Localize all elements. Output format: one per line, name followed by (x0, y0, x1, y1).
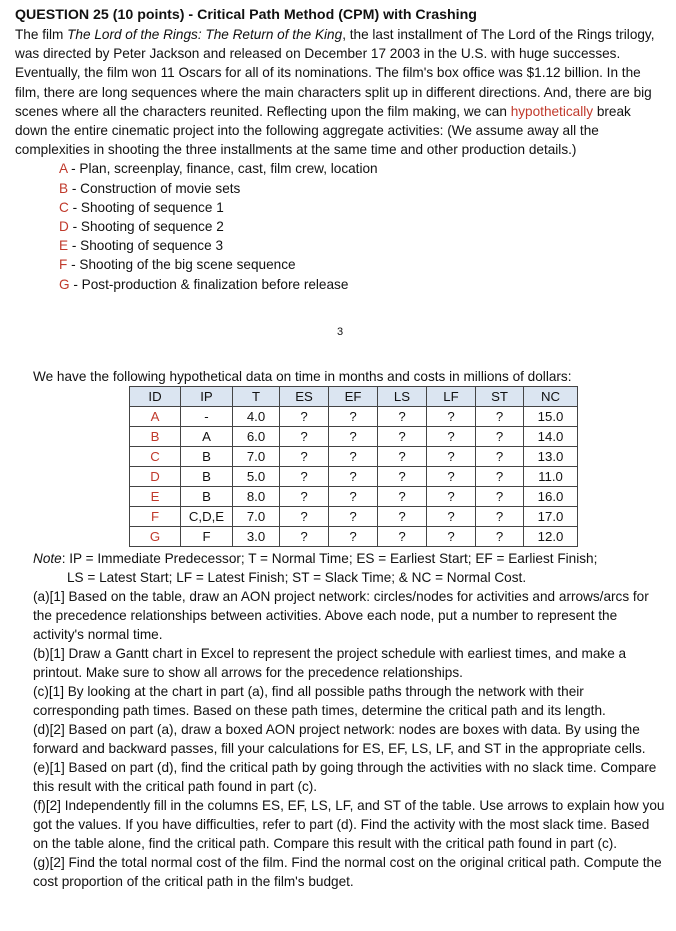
part-e: (e)[1] Based on part (d), find the critical path by going through the activities with no slack time. Compare this result with the critical path found in part (c). (33, 760, 657, 794)
table-cell-nc: 17.0 (524, 507, 578, 527)
list-item (59, 255, 665, 274)
header-ip: IP (181, 387, 233, 407)
table-cell-st: ? (476, 447, 524, 467)
table-cell-st: ? (476, 467, 524, 487)
table-cell-es: ? (280, 407, 329, 427)
table-cell-ef: ? (329, 427, 378, 447)
table-cell-ls: ? (378, 507, 427, 527)
intro-text-2: , the last installment of The Lord of the Rings trilogy, was directed by Peter Jackson and released on December 17 2003 in the U.S. with huge successes. Eventually, the film won 11 Oscars for all of its nominations. The film's box office was $1.12 billion. In the film, there are long sequences where the main characters split up in different directions. And, there are big scenes where all the characters reunited. Reflecting upon the film making, we can (15, 27, 655, 119)
table-cell-nc: 15.0 (524, 407, 578, 427)
table-cell-ls: ? (378, 407, 427, 427)
table-cell-ip: A (181, 427, 233, 447)
list-item (59, 198, 665, 217)
table-cell-id: E (130, 487, 181, 507)
table-cell-nc: 11.0 (524, 467, 578, 487)
table-cell-nc: 14.0 (524, 427, 578, 447)
table-cell-st: ? (476, 427, 524, 447)
activity-text: - Shooting of sequence 2 (68, 219, 224, 235)
activity-table (129, 386, 578, 547)
table-cell-ef: ? (329, 407, 378, 427)
intro-highlight: hypothetically (510, 103, 594, 119)
table-cell-ls: ? (378, 527, 427, 547)
table-cell-ef: ? (329, 527, 378, 547)
table-cell-t: 3.0 (233, 527, 280, 547)
header-ls: LS (378, 387, 427, 407)
table-row (130, 407, 578, 427)
table-cell-es: ? (280, 507, 329, 527)
table-cell-id: G (130, 527, 181, 547)
table-cell-ls: ? (378, 487, 427, 507)
part-b: (b)[1] Draw a Gantt chart in Excel to represent the project schedule with earliest times, and make a printout. Make sure to show all arrows for the precedence relationships. (33, 646, 627, 680)
note-label: Note (33, 551, 62, 566)
table-cell-id: A (130, 407, 181, 427)
list-item (59, 236, 665, 255)
table-cell-lf: ? (427, 487, 476, 507)
table-cell-id: F (130, 507, 181, 527)
table-cell-t: 6.0 (233, 427, 280, 447)
list-item (59, 275, 665, 294)
activity-letter: A (59, 161, 68, 177)
activity-letter: E (59, 238, 69, 254)
activity-text: - Plan, screenplay, finance, cast, film crew, location (67, 161, 378, 177)
table-cell-ef: ? (329, 487, 378, 507)
list-item (59, 159, 665, 178)
header-es: ES (280, 387, 329, 407)
table-cell-es: ? (280, 527, 329, 547)
film-title: The Lord of the Rings: The Return of the King (67, 27, 343, 42)
table-cell-st: ? (476, 407, 524, 427)
page-number: 3 (336, 326, 344, 338)
header-t: T (233, 387, 280, 407)
table-cell-t: 7.0 (233, 447, 280, 467)
table-cell-st: ? (476, 507, 524, 527)
part-f: (f)[2] Independently fill in the columns ES, EF, LS, LF, and ST of the table. Use arrows to explain how you got the values. If you have difficulties, refer to part (d). Find the activity with the most slack time. Based on the table alone, find the critical path. Compare this result with the critical path found in part (c). (33, 798, 665, 851)
table-cell-ip: B (181, 467, 233, 487)
table-cell-ip: B (181, 447, 233, 467)
table-cell-id: D (130, 467, 181, 487)
table-row (130, 427, 578, 447)
header-ef: EF (329, 387, 378, 407)
table-cell-ip: F (181, 527, 233, 547)
table-cell-ls: ? (378, 427, 427, 447)
table-cell-lf: ? (427, 467, 476, 487)
table-header-row (130, 387, 578, 407)
part-c: (c)[1] By looking at the chart in part (a), find all possible paths through the network with their corresponding path times. Based on these path times, determine the critical path and its length. (33, 684, 606, 718)
table-cell-st: ? (476, 487, 524, 507)
part-a: (a)[1] Based on the table, draw an AON project network: circles/nodes for activities and arrows/arcs for the precedence relationships between activities. Above each node, put a number to represent the activity's normal time. (33, 589, 649, 642)
list-item (59, 217, 665, 236)
question-intro (15, 25, 665, 159)
header-id: ID (130, 387, 181, 407)
table-cell-st: ? (476, 527, 524, 547)
table-cell-id: C (130, 447, 181, 467)
activity-text: - Post-production & finalization before release (69, 276, 349, 292)
part-g: (g)[2] Find the total normal cost of the film. Find the normal cost on the original critical path. Compute the cost proportion of the critical path in the film's budget. (33, 855, 662, 889)
table-cell-ef: ? (329, 447, 378, 467)
question-parts (33, 587, 665, 891)
table-row (130, 467, 578, 487)
activity-letter: C (59, 199, 69, 215)
table-row (130, 507, 578, 527)
table-cell-t: 4.0 (233, 407, 280, 427)
question-title: QUESTION 25 (10 points) - Critical Path Method (CPM) with Crashing (15, 7, 477, 23)
table-cell-ef: ? (329, 507, 378, 527)
activity-letter: D (59, 219, 69, 235)
table-row (130, 487, 578, 507)
table-cell-ip: - (181, 407, 233, 427)
table-cell-es: ? (280, 487, 329, 507)
table-cell-lf: ? (427, 527, 476, 547)
table-cell-t: 5.0 (233, 467, 280, 487)
table-cell-lf: ? (427, 407, 476, 427)
activity-letter: G (59, 276, 70, 292)
table-cell-ip: C,D,E (181, 507, 233, 527)
note-line-2: LS = Latest Start; LF = Latest Finish; ST = Slack Time; & NC = Normal Cost. (67, 570, 527, 585)
activity-text: - Construction of movie sets (68, 180, 241, 196)
part-d: (d)[2] Based on part (a), draw a boxed AON project network: nodes are boxes with data. By using the forward and backward passes, fill your calculations for ES, EF, LS, LF, and ST in the appropriate cells. (33, 722, 646, 756)
activity-text: - Shooting of sequence 3 (68, 238, 224, 254)
table-section (15, 367, 665, 891)
table-cell-es: ? (280, 427, 329, 447)
header-lf: LF (427, 387, 476, 407)
table-cell-es: ? (280, 467, 329, 487)
header-st: ST (476, 387, 524, 407)
table-cell-id: B (130, 427, 181, 447)
table-cell-t: 7.0 (233, 507, 280, 527)
activity-list (59, 159, 665, 293)
table-row (130, 447, 578, 467)
list-item (59, 179, 665, 198)
table-cell-lf: ? (427, 507, 476, 527)
activity-text: - Shooting of sequence 1 (68, 199, 224, 215)
table-row (130, 527, 578, 547)
table-cell-lf: ? (427, 447, 476, 467)
table-intro: We have the following hypothetical data on time in months and costs in millions of dollars: (33, 369, 572, 384)
table-cell-ls: ? (378, 447, 427, 467)
table-cell-nc: 16.0 (524, 487, 578, 507)
table-cell-lf: ? (427, 427, 476, 447)
table-cell-ip: B (181, 487, 233, 507)
table-cell-es: ? (280, 447, 329, 467)
header-nc: NC (524, 387, 578, 407)
table-cell-nc: 13.0 (524, 447, 578, 467)
note-line-1: : IP = Immediate Predecessor; T = Normal Time; ES = Earliest Start; EF = Earliest Finish; (61, 551, 598, 566)
question-block (15, 6, 665, 338)
intro-text-3: break down the entire cinematic project into the following aggregate activities: (We assume away all the complexities in shooting the three installments at the same time and other production details.) (15, 103, 631, 158)
table-cell-t: 8.0 (233, 487, 280, 507)
table-cell-nc: 12.0 (524, 527, 578, 547)
intro-text-1: The film (15, 27, 68, 42)
activity-letter: F (59, 257, 68, 273)
table-cell-ef: ? (329, 467, 378, 487)
activity-text: - Shooting of the big scene sequence (67, 257, 296, 273)
table-note (33, 549, 665, 587)
table-cell-ls: ? (378, 467, 427, 487)
activity-letter: B (59, 180, 69, 196)
